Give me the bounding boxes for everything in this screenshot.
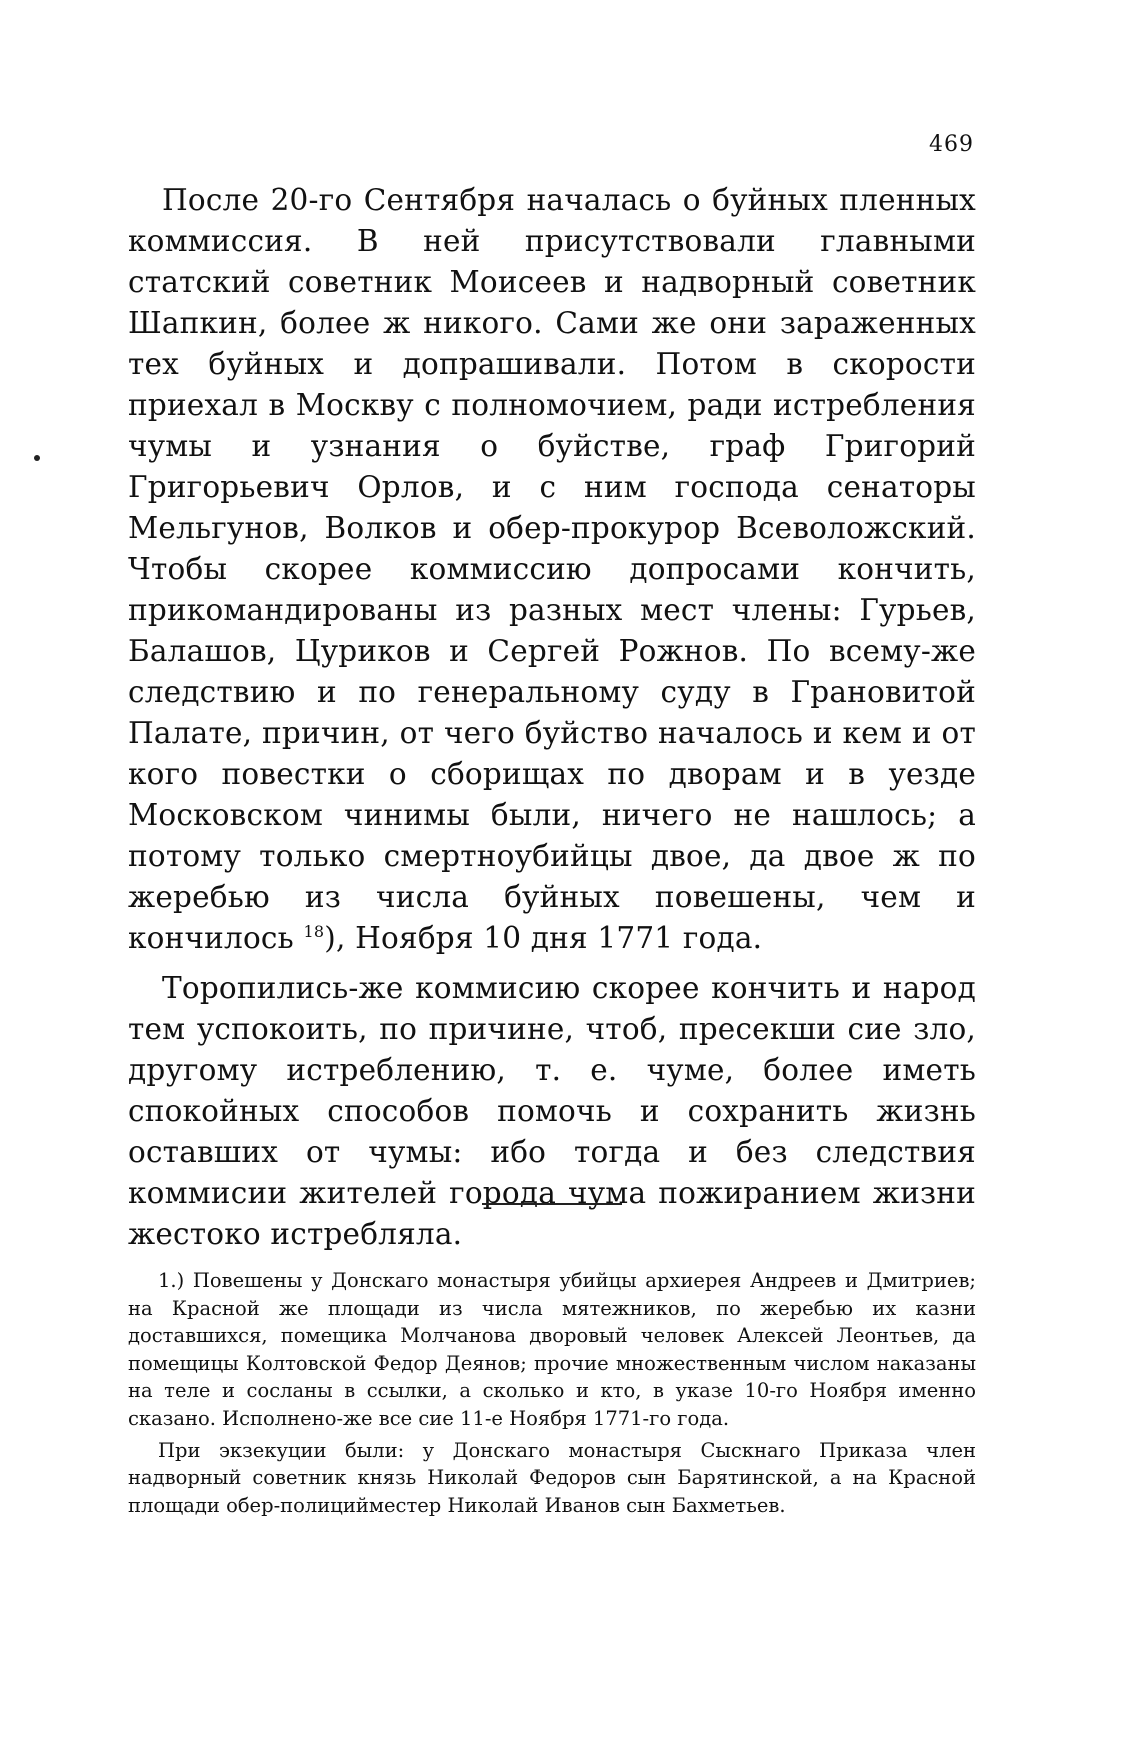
ink-speck — [34, 455, 40, 461]
main-text — [128, 180, 976, 1255]
footnote-divider — [482, 1203, 622, 1205]
page-number: 469 — [929, 132, 974, 157]
paragraph-1 — [128, 180, 976, 959]
paragraph-1-text: После 20-го Сентября началась о буйных пленных коммиссия. В ней присутствовали главными статский советник Моисеев и надворный советник Шапкин, более ж никого. Сами же они зараженных тех буйных и допрашивали. Потом в скорости приехал в Москву с полномочием, ради истребления чумы и узнания о буйстве, граф Григорий Григорьевич Орлов, и с ним господа сенаторы Мельгунов, Волков и обер-прокурор Всеволожский. Чтобы скорее коммиссию допросами кончить, прикомандированы из разных мест члены: Гурьев, Балашов, Цуриков и Сергей Рожнов. По всему-же следствию и по генеральному суду в Грановитой Палате, причин, от чего буйство началось и кем и от кого повестки о сборищах по дворам и в уезде Московском чинимы были, ничего не нашлось; а потому только смертноубийцы двое, да двое ж по жеребью из числа буйных повешены, чем и кончилось — [128, 183, 976, 955]
footnotes — [128, 1267, 976, 1519]
footnote-1: 1.) Повешены у Донскаго монастыря убийцы архиерея Андреев и Дмитриев; на Красной же площади из числа мятежников, по жеребью их казни доставшихся, помещика Молчанова дворовый человек Алексей Леонтьев, да помещицы Колтовской Федор Деянов; прочие множественным числом наказаны на теле и сосланы в ссылки, а сколько и кто, в указе 10-го Ноября именно сказано. Исполнено-же все сие 11-е Ноября 1771-го года. — [128, 1269, 976, 1430]
paragraph-2: Торопились-же коммисию скорее кончить и народ тем успокоить, по причине, чтоб, пресекши сие зло, другому истреблению, т. е. чуме, более иметь спокойных способов помочь и сохранить жизнь оставших от чумы: ибо тогда и без следствия коммисии жителей города чума пожиранием жизни жестоко истребляла. — [128, 971, 976, 1251]
footnote-2: При экзекуции были: у Донскаго монастыря Сыскнаго Приказа член надворный советник князь Николай Федоров сын Барятинской, а на Красной площади обер-полицийместер Николай Иванов сын Бахметьев. — [128, 1438, 976, 1517]
footnote-reference: 18 — [303, 922, 325, 942]
paragraph-1-ending: ), Ноября 10 дня 1771 года. — [324, 921, 763, 955]
